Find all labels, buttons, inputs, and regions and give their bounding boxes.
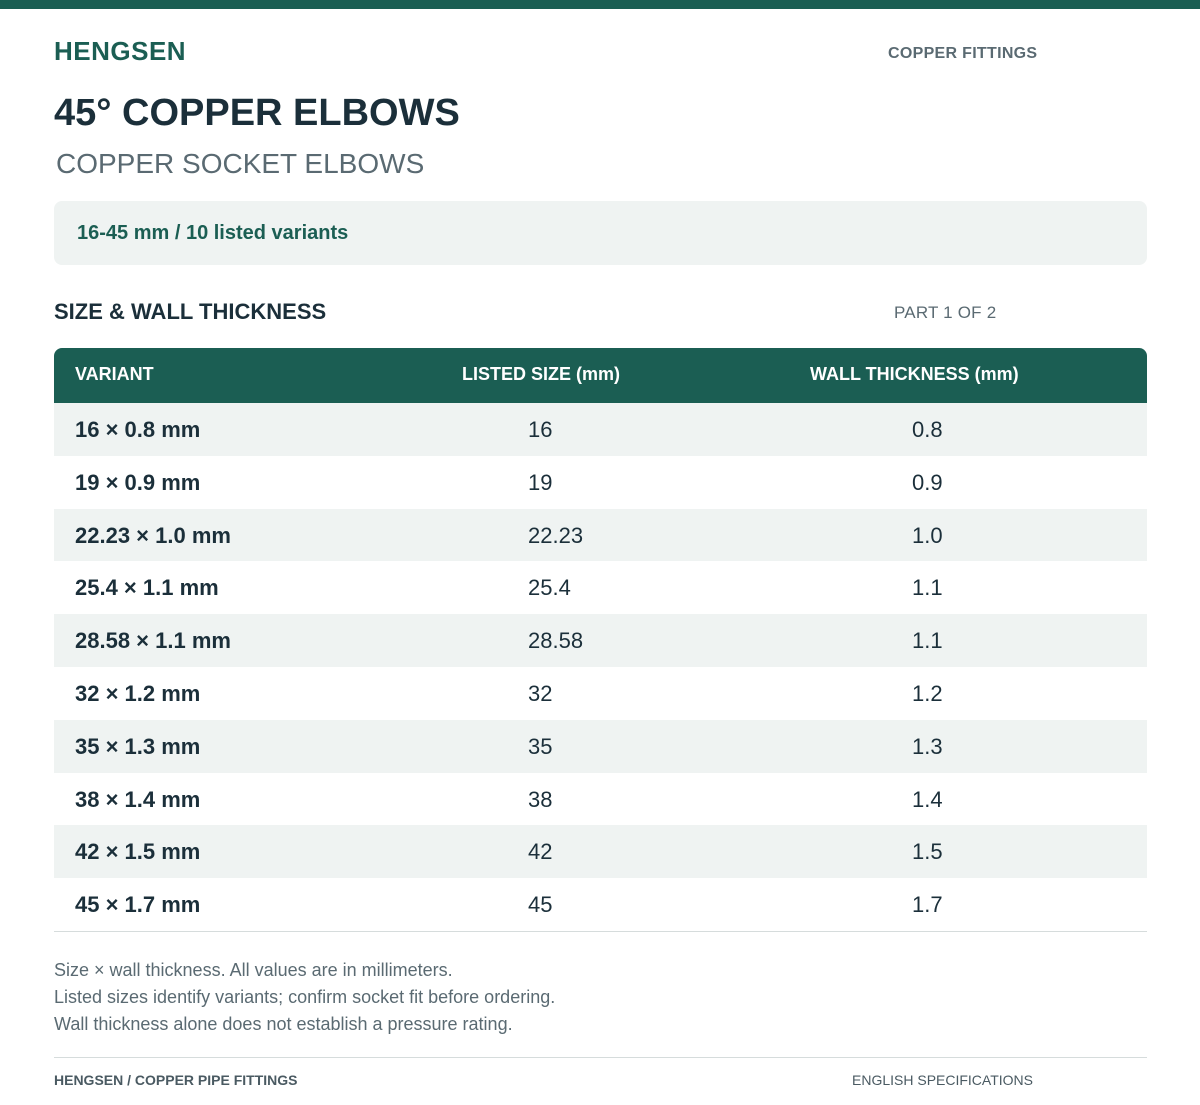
note-line: Wall thickness alone does not establish a pressure rating. bbox=[54, 1014, 513, 1034]
cell-wall-thickness: 1.1 bbox=[912, 575, 943, 601]
cell-listed-size: 32 bbox=[528, 680, 553, 706]
cell-wall-thickness: 1.3 bbox=[912, 733, 943, 759]
cell-wall-thickness: 1.4 bbox=[912, 786, 943, 812]
cell-listed-size: 45 bbox=[528, 892, 553, 918]
cell-listed-size: 25.4 bbox=[528, 575, 571, 601]
footer-language: ENGLISH SPECIFICATIONS bbox=[852, 1072, 1033, 1088]
column-header-wall-thickness: WALL THICKNESS (mm) bbox=[810, 364, 1019, 384]
table-header bbox=[54, 348, 1147, 403]
summary-box bbox=[54, 201, 1147, 265]
table-row bbox=[54, 720, 1147, 773]
table-row bbox=[54, 614, 1147, 667]
table-notes bbox=[54, 957, 555, 1038]
table-row bbox=[54, 456, 1147, 509]
cell-variant: 16 × 0.8 mm bbox=[75, 417, 201, 442]
cell-listed-size: 35 bbox=[528, 733, 553, 759]
cell-wall-thickness: 1.1 bbox=[912, 628, 943, 654]
table-row bbox=[54, 773, 1147, 826]
cell-wall-thickness: 1.2 bbox=[912, 680, 943, 706]
cell-wall-thickness: 1.5 bbox=[912, 839, 943, 865]
top-accent-stripe bbox=[0, 0, 1200, 9]
table-row bbox=[54, 403, 1147, 456]
divider bbox=[54, 931, 1147, 932]
footer-brand: HENGSEN / COPPER PIPE FITTINGS bbox=[54, 1072, 298, 1088]
cell-listed-size: 19 bbox=[528, 469, 553, 495]
spec-table bbox=[54, 348, 1147, 931]
cell-variant: 38 × 1.4 mm bbox=[75, 786, 201, 812]
note-line: Size × wall thickness. All values are in millimeters. bbox=[54, 960, 453, 980]
section-title: SIZE & WALL THICKNESS bbox=[54, 299, 327, 324]
cell-variant: 45 × 1.7 mm bbox=[75, 892, 201, 918]
cell-variant: 19 × 0.9 mm bbox=[75, 469, 201, 495]
page-subtitle: COPPER SOCKET ELBOWS bbox=[56, 148, 425, 179]
cell-wall-thickness: 0.8 bbox=[912, 417, 943, 442]
cell-listed-size: 16 bbox=[528, 417, 553, 442]
brand-logo: HENGSEN bbox=[54, 36, 187, 66]
cell-listed-size: 22.23 bbox=[528, 522, 584, 548]
cell-listed-size: 42 bbox=[528, 839, 553, 865]
cell-variant: 32 × 1.2 mm bbox=[75, 680, 201, 706]
cell-listed-size: 28.58 bbox=[528, 628, 584, 654]
table-row bbox=[54, 878, 1147, 931]
cell-variant: 42 × 1.5 mm bbox=[75, 839, 201, 865]
cell-listed-size: 38 bbox=[528, 786, 553, 812]
cell-wall-thickness: 1.0 bbox=[912, 522, 943, 548]
cell-variant: 35 × 1.3 mm bbox=[75, 733, 201, 759]
cell-wall-thickness: 0.9 bbox=[912, 469, 943, 495]
divider bbox=[54, 1057, 1147, 1058]
column-header-listed-size: LISTED SIZE (mm) bbox=[462, 364, 621, 384]
page-title: 45° COPPER ELBOWS bbox=[54, 92, 460, 134]
column-header-variant: VARIANT bbox=[75, 364, 154, 384]
cell-variant: 25.4 × 1.1 mm bbox=[75, 575, 219, 601]
table-row bbox=[54, 561, 1147, 614]
cell-wall-thickness: 1.7 bbox=[912, 892, 943, 918]
table-row bbox=[54, 825, 1147, 878]
summary-text: 16-45 mm / 10 listed variants bbox=[77, 222, 349, 244]
cell-variant: 28.58 × 1.1 mm bbox=[75, 628, 231, 654]
cell-variant: 22.23 × 1.0 mm bbox=[75, 522, 231, 548]
table-row bbox=[54, 509, 1147, 562]
part-indicator: PART 1 OF 2 bbox=[894, 303, 997, 322]
category-label: COPPER FITTINGS bbox=[888, 45, 1038, 62]
note-line: Listed sizes identify variants; confirm socket fit before ordering. bbox=[54, 987, 556, 1007]
table-row bbox=[54, 667, 1147, 720]
